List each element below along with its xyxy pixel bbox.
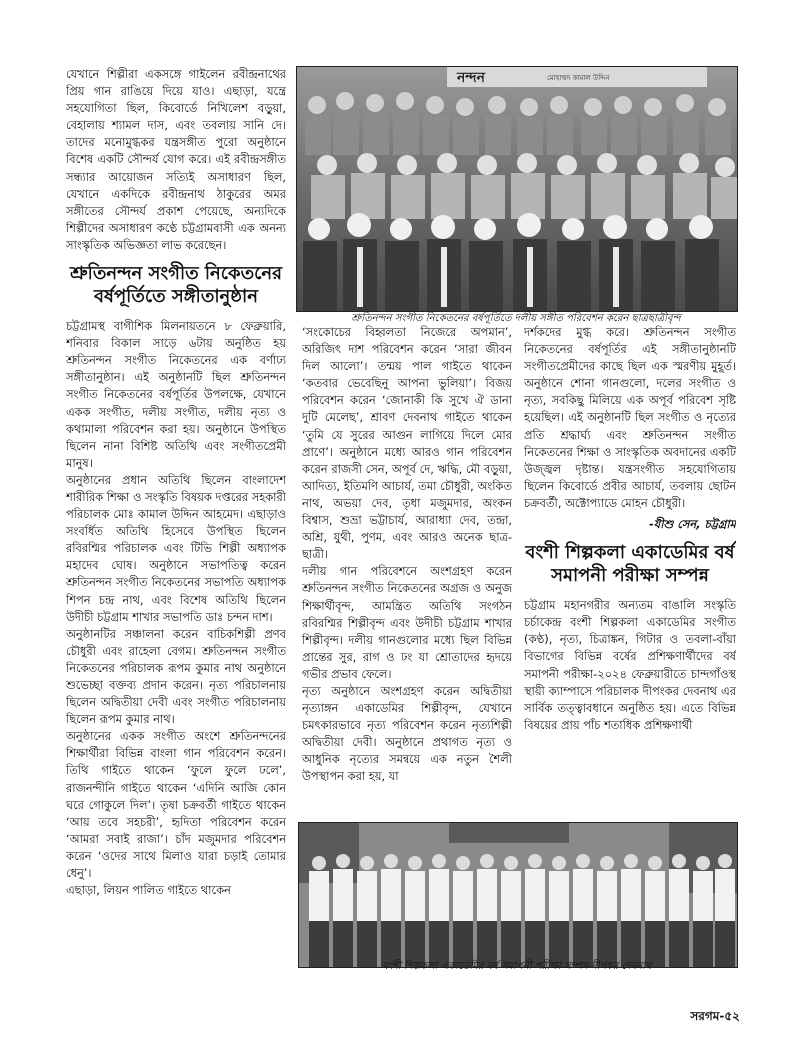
top-photo-caption: শ্রুতিনন্দন সংগীত নিকেতনের বর্ষপূর্তিতে দলীয় সঙ্গীত পরিবেশন করেন ছাত্রছাত্রীবৃন্দ [351, 313, 681, 324]
students-photo-illustration [299, 823, 737, 967]
bottom-photo-caption: বংশী শিল্পকলা একাডেমির বর্ষ সমাপনী পরীক্ষা সম্পন্ন-দীপঙ্কর দেবনাথ [382, 961, 652, 972]
article-paragraph: দলীয় গান পরিবেশনে অংশগ্রহণ করেন শ্রুতিনন্দন সংগীত নিকেতনের অগ্রজ ও অনুজ শিক্ষার্থীবৃন্দ, আমন্ত্রিত অতিথি সংগঠন রবিরশ্মির শিল্পীবৃন্দ এবং উদীচী চট্টগ্রাম শাখার শিল্পীবৃন্দ। দলীয় গানগুলোর মধ্যে ছিল বিভিন্ন প্রান্তের সুর, রাগ ও ঢং যা শ্রোতাদের হৃদয়ে গভীর প্রভাব ফেলে। [302, 564, 512, 681]
group-photo-illustration [297, 67, 737, 311]
article-paragraph: চট্টগ্রাম মহানগরীর অন্যতম বাঙালি সংস্কৃতি চর্চাকেন্দ্র বংশী শিল্পকলা একাডেমির সংগীত (কণ্ঠ), নৃত্য, চিত্রাঙ্কন, গিটার ও তবলা-বাঁয়া বিভাগের বিভিন্ন বর্ষের প্রশিক্ষণার্থীদের বর্ষ সমাপনী পরীক্ষা-২০২৪ ফেব্রুয়ারীতে চান্দগাঁওস্থ স্থায়ী ক্যাম্পাসে পরিচালক দীপংকর দেবনাথ এর সার্বিক তত্ত্বাবধানে অনুষ্ঠিত হয়। এতে বিভিন্ন বিষয়ের প্রায় পাঁচ শতাধিক প্রশিক্ষণার্থী [524, 598, 736, 732]
article-heading-shrutinandan: শ্রুতিনন্দন সংগীত নিকেতনের বর্ষপূর্তিতে সঙ্গীতানুষ্ঠান [70, 263, 282, 308]
author-credit: -যীশু সেন, চট্টগ্রাম [648, 517, 736, 532]
group-photo-banshi [298, 822, 738, 968]
article-paragraph: দর্শকদের মুগ্ধ করে। শ্রুতিনন্দন সংগীত নিকেতনের বর্ষপূর্তির এই সঙ্গীতানুষ্ঠানটি সংগীতপ্রেমীদের কাছে ছিল এক স্মরণীয় মুহূর্ত। অনুষ্ঠানে শোনা গানগুলো, দলের সংগীত ও নৃত্য, সবকিছু মিলিয়ে এক অপূর্ব পরিবেশ সৃষ্টি হয়েছিল। এই অনুষ্ঠানটি ছিল সংগীত ও নৃত্যের প্রতি শ্রদ্ধার্ঘ্য এবং শ্রুতিনন্দন সংগীত নিকেতনের শিক্ষা ও সাংস্কৃতিক অবদানের একটি উজ্জ্বল দৃষ্টান্ত। যন্ত্রসংগীত সহযোগিতায় ছিলেন কিবোর্ডে প্রবীর আচার্য, তবলায় ছোটন চক্রবর্তী, অক্টোপ্যাডে মোহন চৌধুরী। [524, 325, 736, 510]
right-column [524, 324, 736, 810]
banner-subtext: মোহাম্মদ কামাল উদ্দিন [547, 74, 610, 82]
intro-paragraph: যেখানে শিল্পীরা একসঙ্গে গাইলেন রবীন্দ্রনাথের প্রিয় গান রাঙিয়ে দিয়ে যাও। এছাড়া, যন্ত্রে সহযোগিতা ছিল, কিবোর্ডে নিখিলেশ বড়ুয়া, বেহালায় শ্যামল দাস, এবং তবলায় সানি দে। তাদের মনোমুগ্ধকর যন্ত্রসঙ্গীত পুরো অনুষ্ঠানে বিশেষ একটি সৌন্দর্য যোগ করে। এই রবীন্দ্রসঙ্গীত সন্ধ্যার আয়োজন সত্যিই অসাধারণ ছিল, যেখানে একদিকে রবীন্দ্রনাথ ঠাকুরের অমর সঙ্গীতের সৌন্দর্য প্রকাশ পেয়েছে, অন্যদিকে শিল্পীদের অসাধারণ কণ্ঠে চট্টগ্রামবাসী এক অনন্য সাংস্কৃতিক অভিজ্ঞতা লাভ করেছেন। [66, 67, 286, 252]
article-paragraph: নৃত্য অনুষ্ঠানে অংশগ্রহণ করেন অদ্বিতীয়া নৃত্যাঙ্গন একাডেমির শিল্পীবৃন্দ, যেখানে চমৎকারভাবে নৃত্য পরিবেশন করেন নৃত্যশিল্পী অদ্বিতীয়া দেবী। অনুষ্ঠানে প্রথাগত নৃত্য ও আধুনিক নৃত্যের সমন্বয়ে এক নতুন শৈলী উপস্থাপন করা হয়, যা [302, 683, 512, 784]
page-number: সরগম-৫২ [690, 1009, 740, 1023]
article-paragraph: এছাড়া, লিয়ন পালিত গাইতে থাকেন [66, 883, 231, 898]
article-paragraph: অনুষ্ঠানটির সঞ্চালনা করেন বাচিকশিল্পী প্রণব চৌধুরী এবং রাহেলা বেগম। শ্রুতিনন্দন সংগীত নিকেতনের পরিচালক রূপম কুমার নাথ অনুষ্ঠানে শুভেচ্ছা বক্তব্য প্রদান করেন। নৃত্য পরিচালনায় ছিলেন অদ্বিতীয়া দেবী এবং সংগীত পরিচালনায় ছিলেন রূপম কুমার নাথ। [66, 626, 286, 727]
article-paragraph: অনুষ্ঠানের একক সংগীত অংশে শ্রুতিনন্দনের শিক্ষার্থীরা বিভিন্ন বাংলা গান পরিবেশন করেন। তিথি গাইতে থাকেন ‘ফুলে ফুলে ঢলে’, রাজনন্দীনি গাইতে থাকেন ‘এদিনি আজি কোন ঘরে গোকুলে দিল’। তৃষা চক্রবর্তী গাইতে থাকেন ‘আয় তবে সহচরী’, হৃদিতা পরিবেশন করেন ‘আমরা সবাই রাজা’। চাঁদ মজুমদার পরিবেশন করেন ‘ওদের সাথে মিলাও যারা চড়াই তোমার ধেনু’। [66, 729, 286, 881]
article-paragraph: চট্টগ্রামস্থ বাগীশিক মিলনায়তনে ৮ ফেব্রুয়ারি, শনিবার বিকাল সাড়ে ৬টায় অনুষ্ঠিত হয় শ্রুতিনন্দন সংগীত নিকেতনের এক বর্ণাঢ্য সঙ্গীতানুষ্ঠান। এই অনুষ্ঠানটি ছিল শ্রুতিনন্দন সংগীত নিকেতনের বর্ষপূর্তির উপলক্ষে, যেখানে একক সংগীত, দলীয় সংগীত, দলীয় নৃত্য ও কথামালা পরিবেশন করা হয়। অনুষ্ঠানে উপস্থিত ছিলেন নানা বিশিষ্ট অতিথি এবং সংগীতপ্রেমী মানুষ। [66, 319, 286, 470]
article-paragraph: ‘সংকোচের বিহ্বলতা নিজেরে অপমান’, অরিজিৎ দাশ পরিবেশন করেন ‘সারা জীবন দিল আলো’। তন্ময় পাল গাইতে থাকেন ‘কতবার ভেবেছিনু আপনা ভুলিয়া’। বিজয় পরিবেশন করেন ‘জোনাকী কি সুখে ঐ ডানা দুটি মেলেছ’, শ্রাবণ দেবনাথ গাইতে থাকেন ‘তুমি যে সুরের আগুন লাগিয়ে দিলে মোর প্রাণে’। অনুষ্ঠানে মধ্যে আরও গান পরিবেশন করেন রাজসী সেন, অপূর্ব দে, ঋদ্ধি, মৌ বড়ুয়া, আদিত্য, ইতিমণি আচার্য, তমা চৌধুরী, অংকিত নাথ, অভয়া দেব, তৃধা মজুমদার, অংকন বিশ্বাস, শুভ্রা ভট্টাচার্য, আরাধ্যা দেব, তন্দ্রা, অশ্রি, যুথী, পুণম, এবং আরও অনেক ছাত্র-ছাত্রী। [302, 325, 512, 562]
group-photo-shrutinandan [296, 66, 738, 312]
banner-text: নন্দন [457, 70, 485, 86]
article-paragraph: অনুষ্ঠানের প্রধান অতিথি ছিলেন বাংলাদেশ শারীরিক শিক্ষা ও সংস্কৃতি বিষয়ক দপ্তরের সহকারী পরিচালক মোঃ কামাল উদ্দিন আহমেদ। এছাড়াও সংবর্ধিত অতিথি হিসেবে উপস্থিত ছিলেন রবিরশ্মির পরিচালক এবং টিভি শিল্পী অধ্যাপক মহাদেব ঘোষ। অনুষ্ঠানে সভাপতিত্ব করেন শ্রুতিনন্দন সংগীত নিকেতনের সভাপতি অধ্যাপক শিপন চন্দ্র নাথ, এবং বিশেষ অতিথি ছিলেন উদীচী চট্টগ্রাম শাখার সভাপতি ডাঃ চন্দন দাশ। [66, 472, 286, 624]
left-column [66, 66, 286, 974]
article-heading-banshi: বংশী শিল্পকলা একাডেমির বর্ষ সমাপনী পরীক্ষা সম্পন্ন [525, 542, 735, 587]
middle-column [302, 324, 512, 814]
